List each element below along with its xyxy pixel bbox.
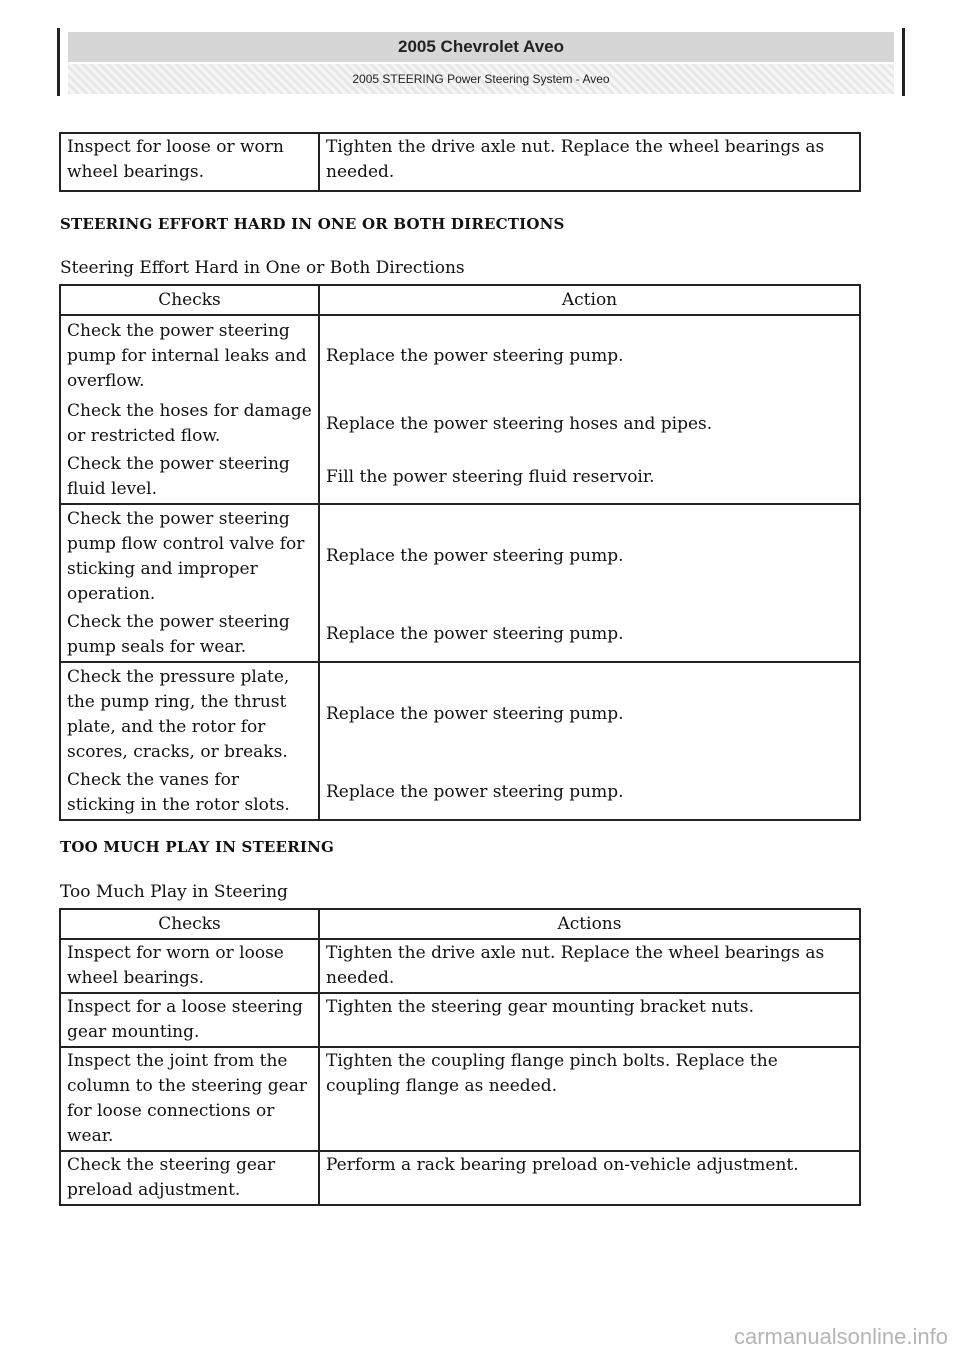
section-heading: TOO MUCH PLAY IN STEERING bbox=[60, 838, 334, 856]
steering-effort-table bbox=[59, 284, 861, 821]
column-header-action: Action bbox=[319, 285, 860, 315]
check-cell: Check the vanes for sticking in the rotor slots. bbox=[60, 766, 319, 820]
table-row bbox=[60, 766, 860, 820]
table-header-row bbox=[60, 909, 860, 939]
action-cell: Perform a rack bearing preload on-vehicle adjustment. bbox=[319, 1151, 860, 1205]
table-row bbox=[60, 133, 860, 191]
check-cell: Check the steering gear preload adjustment. bbox=[60, 1151, 319, 1205]
check-cell: Check the hoses for damage or restricted flow. bbox=[60, 397, 319, 451]
table-caption: Too Much Play in Steering bbox=[60, 882, 288, 902]
check-cell: Check the power steering pump flow control valve for sticking and improper operation. bbox=[60, 504, 319, 608]
table-row bbox=[60, 1047, 860, 1151]
column-header-checks: Checks bbox=[60, 909, 319, 939]
table-row bbox=[60, 939, 860, 993]
column-header-action: Actions bbox=[319, 909, 860, 939]
action-cell: Replace the power steering pump. bbox=[319, 608, 860, 662]
table-row bbox=[60, 993, 860, 1047]
check-cell: Check the power steering pump for internal leaks and overflow. bbox=[60, 315, 319, 397]
action-cell: Replace the power steering pump. bbox=[319, 315, 860, 397]
action-cell: Replace the power steering pump. bbox=[319, 504, 860, 608]
check-cell: Inspect for loose or worn wheel bearings. bbox=[60, 133, 319, 191]
too-much-play-table bbox=[59, 908, 861, 1206]
action-cell: Replace the power steering hoses and pipes. bbox=[319, 397, 860, 451]
action-cell: Replace the power steering pump. bbox=[319, 662, 860, 766]
column-header-checks: Checks bbox=[60, 285, 319, 315]
action-cell: Tighten the drive axle nut. Replace the wheel bearings as needed. bbox=[319, 939, 860, 993]
action-cell: Tighten the coupling flange pinch bolts. Replace the coupling flange as needed. bbox=[319, 1047, 860, 1151]
check-cell: Check the power steering pump seals for wear. bbox=[60, 608, 319, 662]
check-cell: Inspect the joint from the column to the steering gear for loose connections or wear. bbox=[60, 1047, 319, 1151]
action-cell: Tighten the steering gear mounting bracket nuts. bbox=[319, 993, 860, 1047]
action-cell: Tighten the drive axle nut. Replace the wheel bearings as needed. bbox=[319, 133, 860, 191]
action-cell: Fill the power steering fluid reservoir. bbox=[319, 451, 860, 504]
check-cell: Check the pressure plate, the pump ring, the thrust plate, and the rotor for scores, cracks, or breaks. bbox=[60, 662, 319, 766]
check-cell: Inspect for worn or loose wheel bearings. bbox=[60, 939, 319, 993]
action-cell: Replace the power steering pump. bbox=[319, 766, 860, 820]
page-header bbox=[57, 28, 905, 96]
table-row bbox=[60, 608, 860, 662]
section-heading: STEERING EFFORT HARD IN ONE OR BOTH DIRECTIONS bbox=[60, 215, 565, 233]
check-cell: Inspect for a loose steering gear mounting. bbox=[60, 993, 319, 1047]
check-cell: Check the power steering fluid level. bbox=[60, 451, 319, 504]
table-header-row bbox=[60, 285, 860, 315]
table-row bbox=[60, 1151, 860, 1205]
table-row bbox=[60, 315, 860, 397]
table-row bbox=[60, 504, 860, 608]
continued-table bbox=[59, 132, 861, 192]
table-row bbox=[60, 397, 860, 451]
document-title: 2005 Chevrolet Aveo bbox=[68, 32, 894, 62]
document-subtitle: 2005 STEERING Power Steering System - Aveo bbox=[68, 64, 894, 94]
table-row bbox=[60, 662, 860, 766]
watermark: carmanualsonline.info bbox=[733, 1324, 948, 1349]
table-caption: Steering Effort Hard in One or Both Directions bbox=[60, 258, 465, 278]
table-row bbox=[60, 451, 860, 504]
